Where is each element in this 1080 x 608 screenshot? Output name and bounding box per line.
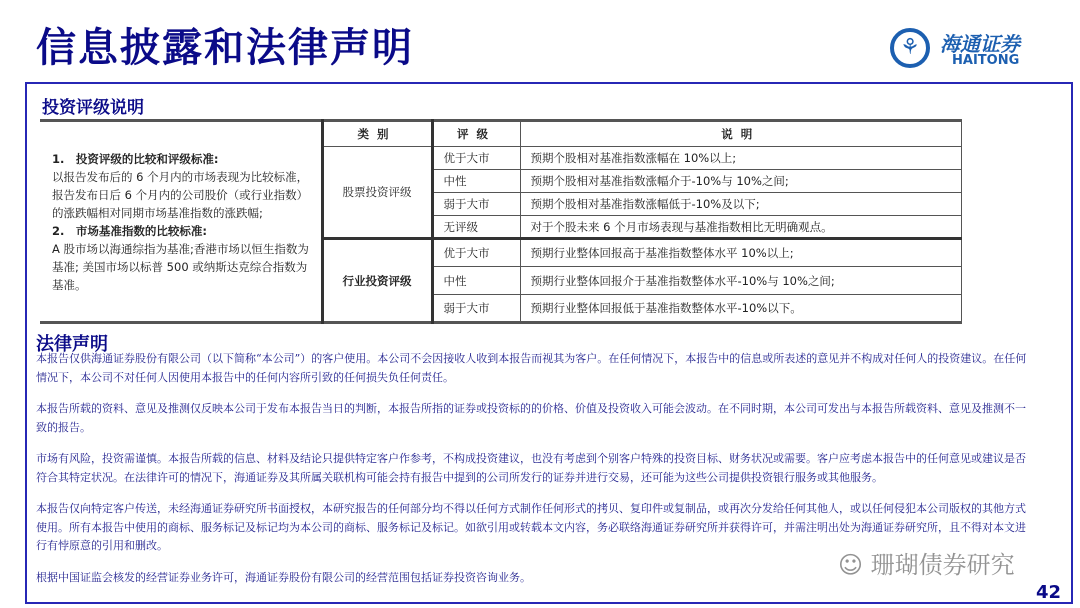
legal-section-title: 法律声明: [36, 334, 108, 355]
wechat-icon: ☺: [838, 551, 871, 579]
legal-paragraph: 本报告所载的资料、意见及推测仅反映本公司于发布本报告当日的判断，本报告所指的证券或投资标的的价格、价值及投资收入可能会波动。在不同时期，本公司可发出与本报告所载资料、意见及推测不一致的报告。: [36, 402, 1026, 434]
desc-cell: 预期个股相对基准指数涨幅介于-10%与 10%之间;: [520, 170, 962, 193]
industry-category: 行业投资评级: [322, 239, 432, 323]
rating-criteria: [40, 121, 322, 323]
rating-cell: 无评级: [432, 216, 520, 239]
rating-cell: 弱于大市: [432, 295, 520, 323]
desc-cell: 对于个股未来 6 个月市场表现与基准指数相比无明确观点。: [520, 216, 962, 239]
criteria-text-1: 以报告发布后的 6 个月内的市场表现为比较标准，报告发布日后 6 个月内的公司股价（或行业指数）的涨跌幅相对同期市场基准指数的涨跌幅;: [52, 169, 309, 220]
rating-cell: 优于大市: [432, 239, 520, 267]
rating-cell: 弱于大市: [432, 193, 520, 216]
page-title: 信息披露和法律声明: [36, 24, 414, 71]
desc-cell: 预期个股相对基准指数涨幅低于-10%及以下;: [520, 193, 962, 216]
desc-cell: 预期行业整体回报介于基准指数整体水平-10%与 10%之间;: [520, 267, 962, 295]
desc-cell: 预期行业整体回报高于基准指数整体水平 10%以上;: [520, 239, 962, 267]
page-number: 42: [1036, 582, 1062, 603]
criteria-text-2: A 股市场以海通综指为基准;香港市场以恒生指数为基准; 美国市场以标普 500 或纳斯达克综合指数为基准。: [52, 241, 309, 292]
rating-cell: 中性: [432, 267, 520, 295]
haitong-logo: [890, 26, 1050, 74]
watermark: [838, 545, 1015, 580]
desc-cell: 预期行业整体回报低于基准指数整体水平-10%以下。: [520, 295, 962, 323]
col-rating: 评级: [432, 121, 520, 147]
logo-en: HAITONG: [952, 53, 1020, 68]
rating-table: [40, 119, 962, 324]
legal-paragraph: 根据中国证监会核发的经营证券业务许可，海通证券股份有限公司的经营范围包括证券投资咨询业务。: [36, 570, 531, 584]
rating-cell: 优于大市: [432, 147, 520, 170]
logo-cn: 海通证券: [940, 32, 1020, 56]
col-description: 说明: [520, 121, 962, 147]
rating-cell: 中性: [432, 170, 520, 193]
rating-section-title: 投资评级说明: [42, 98, 144, 118]
watermark-text: 珊瑚债券研究: [870, 551, 1015, 579]
haitong-logo-icon: ⚘: [890, 28, 930, 68]
legal-paragraph: 本报告仅向特定客户传送，未经海通证券研究所书面授权，本研究报告的任何部分均不得以任何方式制作任何形式的拷贝、复印件或复制品，或再次分发给任何其他人，或以任何侵犯本公司版权的其他方式使用。所有本报告中使用的商标、服务标记及标记均为本公司的商标、服务标记及标记。如欲引用或转载本文内容，务必联络海通证券研究所并获得许可，并需注明出处为海通证券研究所，且不得对本文进行有悖原意的引用和删改。: [36, 502, 1026, 552]
legal-paragraph: 市场有风险，投资需谨慎。本报告所载的信息、材料及结论只提供特定客户作参考，不构成投资建议，也没有考虑到个别客户特殊的投资目标、财务状况或需要。客户应考虑本报告中的任何意见或建议是否符合其特定状况。在法律许可的情况下，海通证券及其所属关联机构可能会持有报告中提到的公司所发行的证券并进行交易，还可能为这些公司提供投资银行服务或其他服务。: [36, 452, 1026, 484]
stock-category: 股票投资评级: [322, 147, 432, 239]
criteria-heading-2: 2. 市场基准指数的比较标准:: [52, 223, 207, 238]
criteria-heading-1: 1. 投资评级的比较和评级标准:: [52, 151, 219, 166]
legal-paragraph: 本报告仅供海通证券股份有限公司（以下简称“本公司”）的客户使用。本公司不会因接收人收到本报告而视其为客户。在任何情况下，本报告中的信息或所表述的意见并不构成对任何人的投资建议。在任何情况下，本公司不对任何人因使用本报告中的任何内容所引致的任何损失负任何责任。: [36, 352, 1027, 384]
col-category: 类别: [322, 121, 432, 147]
desc-cell: 预期个股相对基准指数涨幅在 10%以上;: [520, 147, 962, 170]
